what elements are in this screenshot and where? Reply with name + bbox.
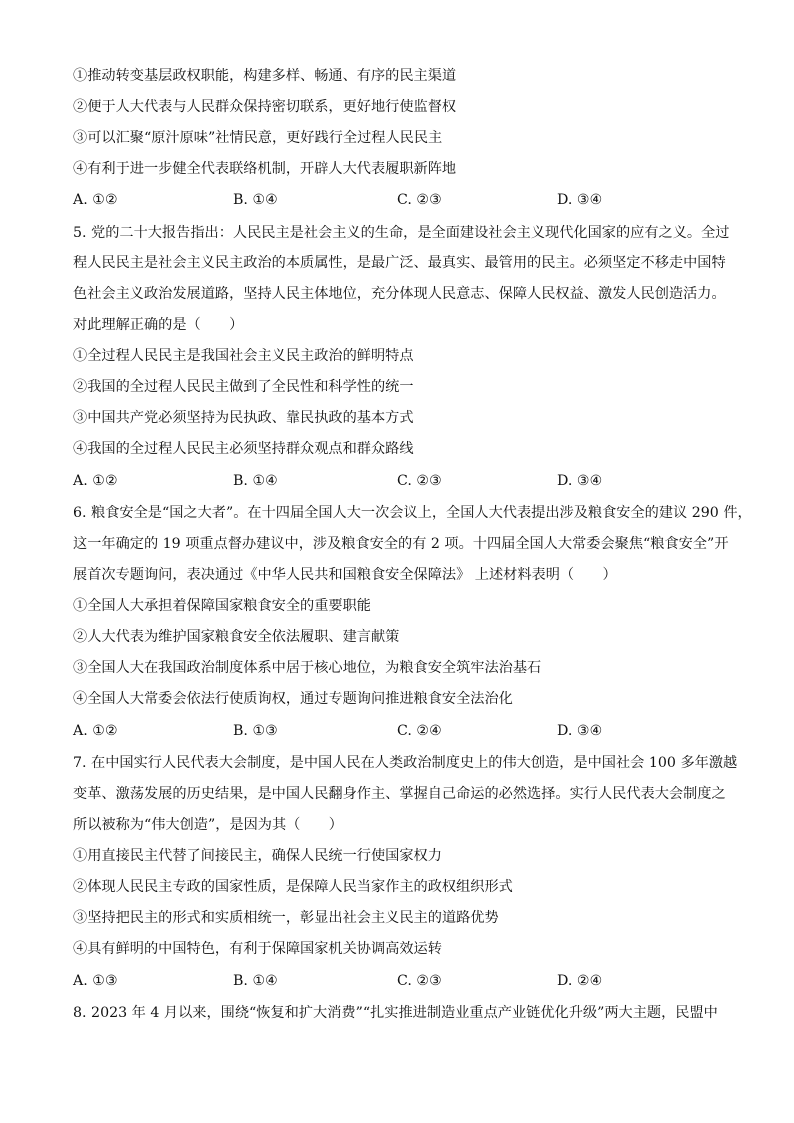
q7-option-a: A. ①③: [73, 973, 118, 989]
q7-stem-line-3: 所以被称为“伟大创造”，是因为其（ ）: [73, 817, 343, 833]
q5-option-c: C. ②③: [397, 473, 442, 489]
q7-stem-line-1: 7. 在中国实行人民代表大会制度，是中国人民在人类政治制度史上的伟大创造，是中国社会 100 多年激越: [73, 755, 738, 771]
q4-item-2: ②便于人大代表与人民群众保持密切联系，更好地行使监督权: [73, 99, 457, 115]
q4-option-b: B. ①④: [233, 192, 278, 208]
q6-stem-line-3: 展首次专题询问，表决通过《中华人民共和国粮食安全保障法》 上述材料表明（ ）: [73, 567, 617, 583]
q5-stem-line-2: 程人民民主是社会主义民主政治的本质属性，是最广泛、最真实、最管用的民主。必须坚定不移走中国特: [73, 255, 726, 271]
q7-option-c: C. ②③: [397, 973, 442, 989]
q4-option-d: D. ③④: [557, 192, 603, 208]
q4-option-a: A. ①②: [73, 192, 118, 208]
q7-item-1: ①用直接民主代替了间接民主，确保人民统一行使国家权力: [73, 848, 442, 864]
q5-option-a: A. ①②: [73, 473, 118, 489]
q6-item-1: ①全国人大承担着保障国家粮食安全的重要职能: [73, 598, 371, 614]
q6-option-c: C. ②④: [397, 723, 442, 739]
q4-item-1: ①推动转变基层政权职能，构建多样、畅通、有序的民主渠道: [73, 68, 457, 84]
q7-option-d: D. ②④: [557, 973, 603, 989]
q7-option-b: B. ①④: [233, 973, 278, 989]
q7-item-4: ④具有鲜明的中国特色，有利于保障国家机关协调高效运转: [73, 941, 442, 957]
q4-item-3: ③可以汇聚“原汁原味”社情民意，更好践行全过程人民民主: [73, 130, 443, 146]
q7-item-2: ②体现人民民主专政的国家性质，是保障人民当家作主的政权组织形式: [73, 879, 513, 895]
q5-stem-line-1: 5. 党的二十大报告指出：人民民主是社会主义的生命，是全面建设社会主义现代化国家的应有之义。全过: [73, 225, 730, 241]
q7-item-3: ③坚持把民主的形式和实质相统一，彰显出社会主义民主的道路优势: [73, 910, 499, 926]
q6-option-d: D. ③④: [557, 723, 603, 739]
q5-option-b: B. ①④: [233, 473, 278, 489]
q5-stem-line-4: 对此理解正确的是（ ）: [73, 317, 244, 333]
q6-item-2: ②人大代表为维护国家粮食安全依法履职、建言献策: [73, 629, 400, 645]
q6-option-b: B. ①③: [233, 723, 278, 739]
q6-option-a: A. ①②: [73, 723, 118, 739]
q5-item-3: ③中国共产党必须坚持为民执政、靠民执政的基本方式: [73, 410, 414, 426]
q5-stem-line-3: 色社会主义政治发展道路，坚持人民主体地位，充分体现人民意志、保障人民权益、激发人民创造活力。: [73, 286, 726, 302]
q6-item-3: ③全国人大在我国政治制度体系中居于核心地位，为粮食安全筑牢法治基石: [73, 660, 542, 676]
q5-item-4: ④我国的全过程人民民主必须坚持群众观点和群众路线: [73, 441, 414, 457]
q4-option-c: C. ②③: [397, 192, 442, 208]
q4-item-4: ④有利于进一步健全代表联络机制，开辟人大代表履职新阵地: [73, 161, 457, 177]
q6-stem-line-1: 6. 粮食安全是“国之大者”。在十四届全国人大一次会议上，全国人大代表提出涉及粮食安全的建议 290 件，: [73, 505, 752, 521]
q5-item-2: ②我国的全过程人民民主做到了全民性和科学性的统一: [73, 379, 414, 395]
q8-stem-line-1: 8. 2023 年 4 月以来，围绕“恢复和扩大消费”“扎实推进制造业重点产业链优化升级”两大主题，民盟中: [73, 1005, 718, 1021]
q6-item-4: ④全国人大常委会依法行使质询权，通过专题询问推进粮食安全法治化: [73, 691, 513, 707]
q5-option-d: D. ③④: [557, 473, 603, 489]
q6-stem-line-2: 这一年确定的 19 项重点督办建议中，涉及粮食安全的有 2 项。十四届全国人大常委会聚焦“粮食安全”开: [73, 536, 729, 552]
q7-stem-line-2: 变革、激荡发展的历史结果，是中国人民翻身作主、掌握自己命运的必然选择。实行人民代表大会制度之: [73, 786, 726, 802]
q5-item-1: ①全过程人民民主是我国社会主义民主政治的鲜明特点: [73, 348, 414, 364]
